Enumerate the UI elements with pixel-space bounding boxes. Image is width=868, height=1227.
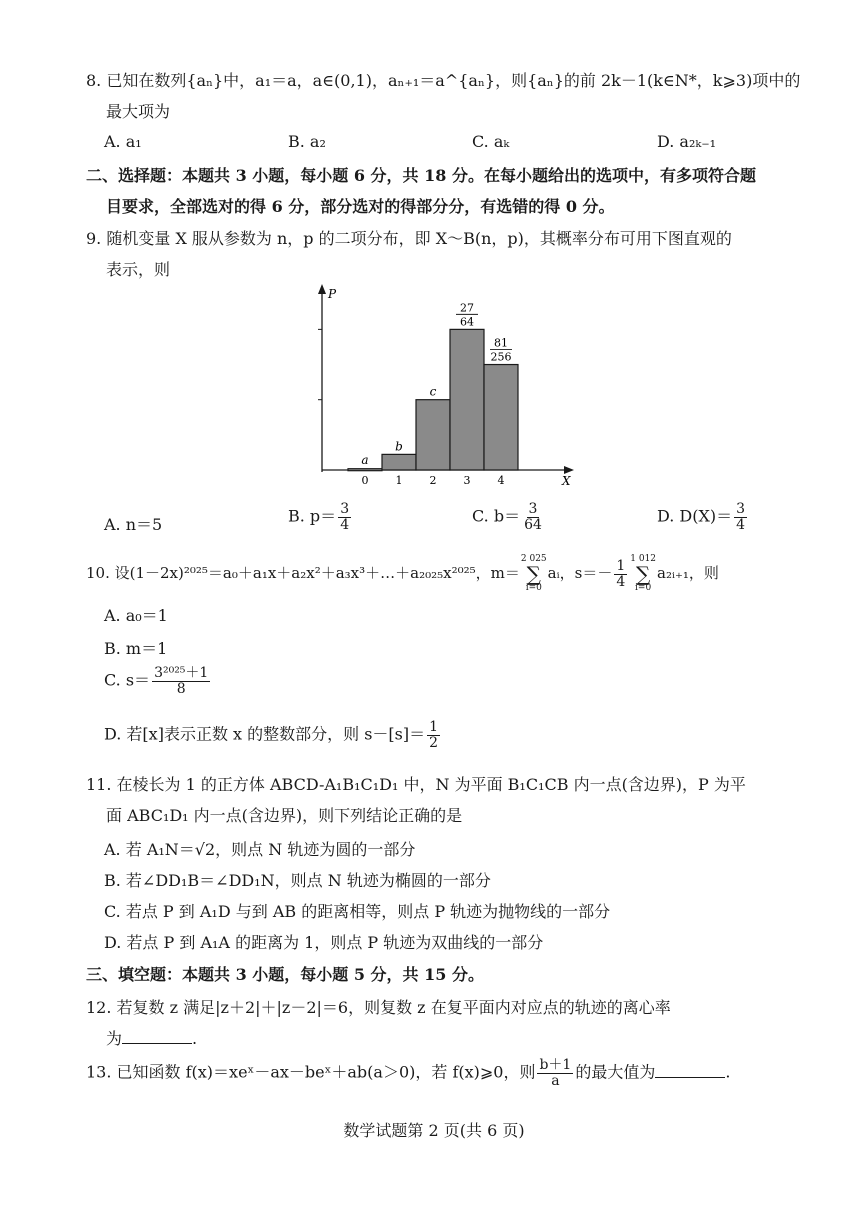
- q11-option-a: A. 若 A₁N＝√2，则点 N 轨迹为圆的一部分: [104, 840, 416, 859]
- bar-label-4: [490, 337, 512, 364]
- q11-line2: 面 ABC₁D₁ 内一点(含边界)，则下列结论正确的是: [106, 806, 463, 825]
- frac-den: 8: [176, 680, 186, 697]
- frac-den: 4: [616, 573, 626, 590]
- frac-den: 64: [524, 516, 542, 533]
- q9-line1: 9. 随机变量 X 服从参数为 n，p 的二项分布，即 X～B(n，p)，其概率分布可用下图直观的: [86, 229, 732, 248]
- q12-line2-suffix: .: [192, 1029, 198, 1048]
- bar-label-denominator: 64: [460, 315, 474, 329]
- q13-end: .: [725, 1062, 731, 1082]
- x-tick-2: 2: [429, 474, 437, 487]
- bar-label-denominator: 256: [490, 350, 512, 364]
- q12-line1: 12. 若复数 z 满足|z＋2|＋|z－2|＝6，则复数 z 在复平面内对应点的轨迹的离心率: [86, 998, 671, 1017]
- bar-0: [348, 469, 382, 471]
- answer-blank[interactable]: [122, 1027, 192, 1044]
- bar-4: [484, 365, 518, 470]
- bar-label-numerator: 27: [460, 301, 474, 315]
- q13-fraction: [537, 1058, 573, 1088]
- q10-option-c-fraction: [152, 666, 210, 696]
- q10-option-d: [104, 720, 442, 750]
- q10-option-a: A. a₀＝1: [104, 606, 168, 625]
- q10-option-d-prefix: D. 若[x]表示正数 x 的整数部分，则 s－[s]＝: [104, 724, 426, 744]
- sum-term: aᵢ: [547, 564, 560, 582]
- q8-line2: 最大项为: [106, 102, 171, 121]
- page-footer: 数学试题第 2 页(共 6 页): [343, 1121, 525, 1140]
- bar-1: [382, 454, 416, 470]
- y-axis-label: P: [328, 287, 337, 301]
- q9-option-b-prefix: B. p＝: [288, 506, 337, 526]
- frac-num: b＋1: [539, 1057, 572, 1073]
- sum-s: [630, 555, 656, 593]
- q9-option-c-prefix: C. b＝: [472, 506, 521, 526]
- sum-upper: 1 012: [630, 554, 657, 564]
- section2-header-line1: 二、选择题：本题共 3 小题，每小题 6 分，共 18 分。在每小题给出的选项中，有多项符合题: [86, 166, 756, 185]
- x-axis-label: X: [562, 474, 571, 488]
- y-axis-arrow: [318, 284, 326, 294]
- bar-2: [416, 400, 450, 470]
- q10-stem: [86, 555, 719, 593]
- x-tick-4: 4: [497, 474, 505, 487]
- q8-option-b: B. a₂: [288, 132, 326, 151]
- q10-option-c-prefix: C. s＝: [104, 670, 151, 690]
- q11-option-d: D. 若点 P 到 A₁A 的距离为 1，则点 P 轨迹为双曲线的一部分: [104, 933, 544, 952]
- q8-option-c: C. aₖ: [472, 132, 510, 151]
- bar-label-0: a: [361, 453, 369, 467]
- q11-option-b: B. 若∠DD₁B＝∠DD₁N，则点 N 轨迹为椭圆的一部分: [104, 871, 491, 890]
- q8-line1: 8. 已知在数列{aₙ}中，a₁＝a，a∈(0,1)，aₙ₊₁＝a^{aₙ}，则{aₙ}的前 2k－1(k∈N*，k⩾3)项中的: [86, 71, 801, 90]
- x-tick-0: 0: [361, 474, 369, 487]
- q8-option-a: A. a₁: [104, 132, 142, 151]
- frac-num: 3: [340, 501, 350, 517]
- sum-lower: i=0: [635, 583, 652, 593]
- bar-label-1: b: [395, 439, 403, 454]
- q9-option-b-fraction: [338, 502, 351, 532]
- section3-header: 三、填空题：本题共 3 小题，每小题 5 分，共 15 分。: [86, 965, 484, 984]
- q13-suffix: 的最大值为: [575, 1062, 656, 1082]
- q8-option-d: D. a₂ₖ₋₁: [657, 132, 717, 151]
- q9-option-b: [288, 502, 353, 532]
- q9-line2: 表示，则: [106, 260, 171, 279]
- frac-den: 4: [340, 516, 350, 533]
- frac-num: 3²⁰²⁵＋1: [154, 665, 209, 681]
- frac-den: 2: [429, 734, 439, 751]
- q9-option-d-fraction: [734, 502, 747, 532]
- section2-header-line2: 目要求，全部选对的得 6 分，部分选对的得部分分，有选错的得 0 分。: [106, 197, 615, 216]
- binomial-distribution-chart: [300, 280, 600, 495]
- bar-3: [450, 329, 484, 470]
- q9-option-a: A. n＝5: [104, 515, 163, 534]
- bar-label-3: [456, 301, 478, 328]
- sum-lower: i=0: [525, 583, 542, 593]
- q9-option-d-prefix: D. D(X)＝: [657, 506, 733, 526]
- q10-suffix: ，则: [688, 564, 719, 582]
- frac-num: 1: [616, 557, 626, 574]
- q13-stem: [86, 1058, 730, 1088]
- q11-option-c: C. 若点 P 到 A₁D 与到 AB 的距离相等，则点 P 轨迹为抛物线的一部分: [104, 902, 611, 921]
- sum-term: a₂ᵢ₊₁: [657, 564, 689, 582]
- q13-prefix: 13. 已知函数 f(x)＝xeˣ－ax－beˣ＋ab(a＞0)，若 f(x)⩾0，则: [86, 1062, 536, 1082]
- sum-m: [521, 555, 547, 593]
- frac-num: 3: [736, 501, 746, 517]
- x-tick-1: 1: [395, 474, 403, 487]
- q11-line1: 11. 在棱长为 1 的正方体 ABCD-A₁B₁C₁D₁ 中，N 为平面 B₁C₁CB 内一点(含边界)，P 为平: [86, 775, 746, 794]
- x-tick-3: 3: [463, 474, 471, 487]
- frac-num: 1: [429, 719, 439, 735]
- x-tick-labels: [362, 474, 505, 487]
- q10-option-c: [104, 666, 212, 696]
- q10-expansion: 10. 设(1－2x)²⁰²⁵＝a₀＋a₁x＋a₂x²＋a₃x³＋…＋a₂₀₂₅x²⁰²⁵，m＝: [86, 564, 520, 582]
- q10-option-d-fraction: [427, 720, 440, 750]
- q10-s-prefix: ，s＝－: [559, 564, 613, 582]
- bar-label-2: c: [429, 384, 437, 399]
- frac-den: a: [551, 1072, 560, 1089]
- sigma-icon: ∑: [635, 562, 651, 586]
- frac-den: 4: [736, 516, 746, 533]
- frac-num: 3: [528, 501, 538, 517]
- q12-line2-prefix: 为: [106, 1029, 123, 1048]
- q10-s-fraction: [614, 559, 627, 589]
- bar-label-numerator: 81: [494, 336, 508, 350]
- answer-blank[interactable]: [655, 1061, 725, 1078]
- q10-option-b: B. m＝1: [104, 639, 168, 658]
- x-axis-arrow: [564, 466, 574, 474]
- q9-option-c-fraction: [522, 502, 544, 532]
- q9-option-d: [657, 502, 749, 532]
- sum-upper: 2 025: [520, 554, 547, 564]
- q9-option-c: [472, 502, 546, 532]
- q12-line2: [106, 1026, 197, 1049]
- sigma-icon: ∑: [526, 562, 541, 586]
